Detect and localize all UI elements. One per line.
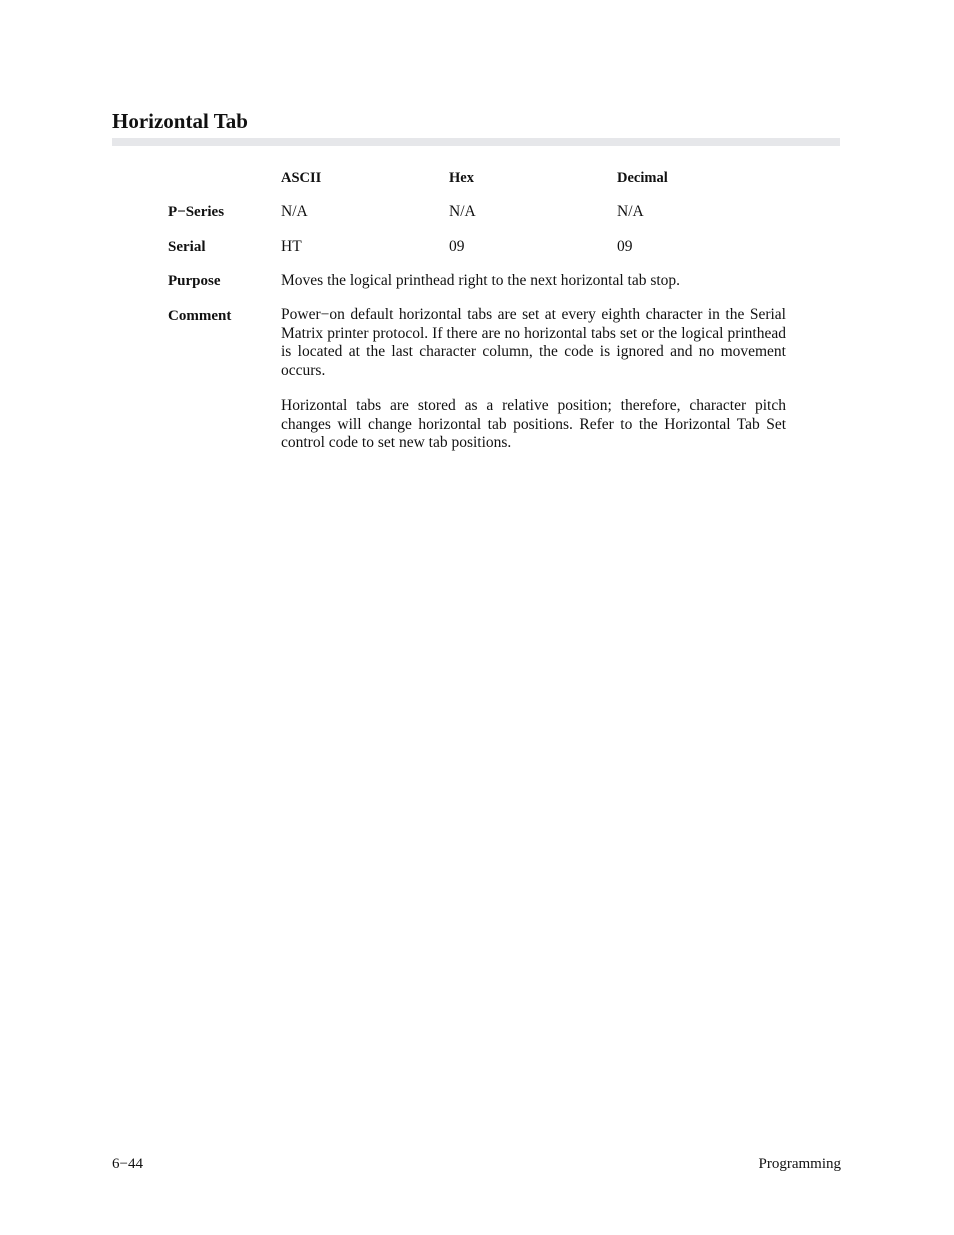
row-label-p-series: P−Series — [168, 204, 225, 220]
purpose-text: Moves the logical printhead right to the next horizontal tab stop. — [281, 272, 681, 289]
cell-p-series-hex: N/A — [449, 203, 476, 220]
title-rule — [112, 138, 840, 146]
page-title: Horizontal Tab — [112, 109, 248, 133]
header-hex: Hex — [449, 170, 474, 186]
footer-page-number: 6−44 — [112, 1156, 143, 1172]
header-ascii: ASCII — [281, 170, 322, 186]
cell-p-series-decimal: N/A — [617, 203, 644, 220]
footer-section: Programming — [758, 1156, 841, 1172]
header-decimal: Decimal — [617, 170, 668, 186]
cell-serial-decimal: 09 — [617, 238, 633, 255]
row-label-serial: Serial — [168, 239, 206, 255]
cell-serial-hex: 09 — [449, 238, 465, 255]
cell-p-series-ascii: N/A — [281, 203, 308, 220]
comment-paragraph-1: Power−on default horizontal tabs are set at every eighth character in the Serial Matrix printer protocol. If there are no horizontal tabs set or the logical printhead is located at the last character column, the code is ignored and no movement occurs. — [281, 306, 786, 379]
cell-serial-ascii: HT — [281, 238, 302, 255]
comment-label: Comment — [168, 308, 232, 324]
comment-paragraph-2: Horizontal tabs are stored as a relative position; therefore, character pitch changes will change horizontal tab positions. Refer to the Horizontal Tab Set control code to set new tab positions. — [281, 397, 786, 451]
purpose-label: Purpose — [168, 273, 221, 289]
